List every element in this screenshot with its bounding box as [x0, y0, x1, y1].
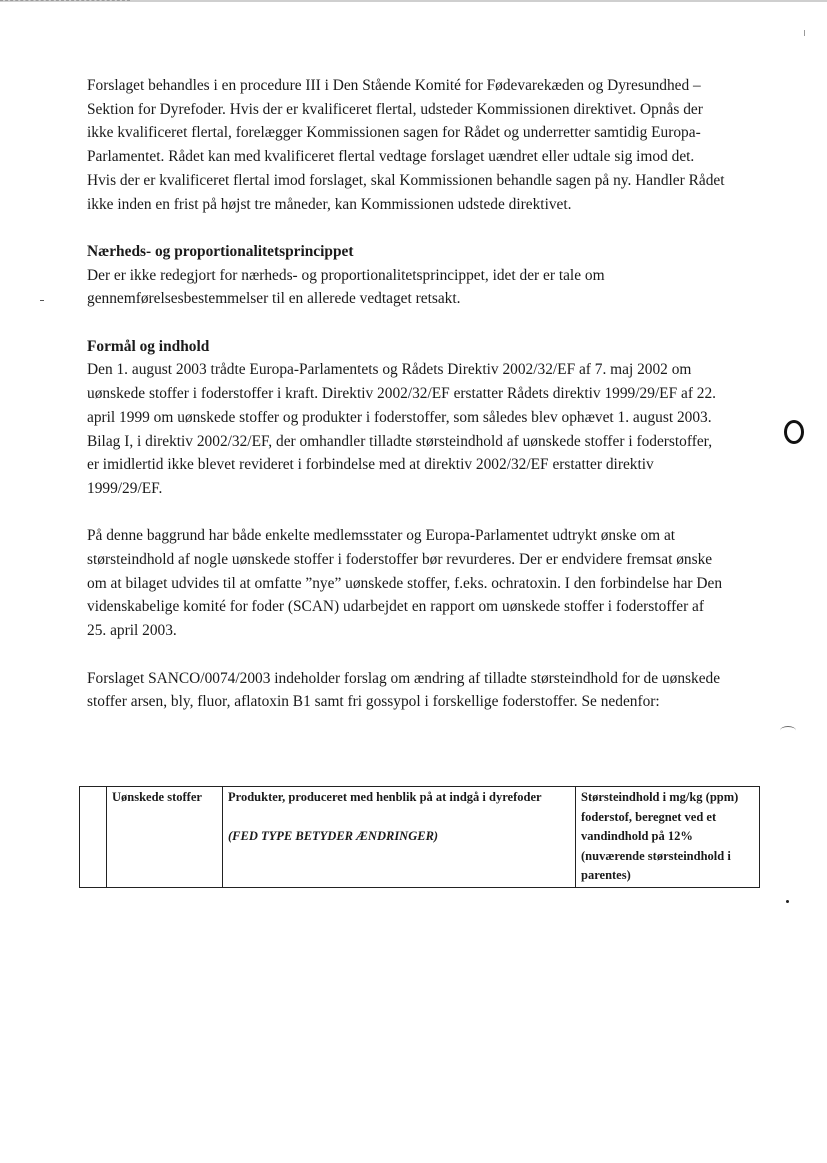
procedure-paragraph: Forslaget behandles i en procedure III i Den Stående Komité for Fødevarekæden og Dyresundhed – Sektion for Dyrefoder. Hvis der er kvalificeret flertal, udsteder Kommissionen direktivet. Opnås der ikke kvalificeret flertal, forelægger Kommissionen sagen for Rådet og underretter samtidig Europa-Parlamentet. Rådet kan med kvalificeret flertal vedtage forslaget uændret eller udtale sig imod det. Hvis der er kvalificeret flertal imod forslaget, skal Kommissionen behandle sagen på ny. Handler Rådet ikke inden en frist på højst tre måneder, kan Kommissionen udstede direktivet.	[87, 77, 725, 213]
header-substances: Uønskede stoffer	[107, 787, 223, 888]
subsidiarity-paragraph: Der er ikke redegjort for nærheds- og proportionalitetsprincippet, idet der er tale om gennemførelsesbestemmelser til en allerede vedtaget retsakt.	[87, 266, 605, 308]
purpose-paragraph-2: På denne baggrund har både enkelte medlemsstater og Europa-Parlamentet udtrykt ønske om at størsteindhold af nogle uønskede stoffer i foderstoffer bør revurderes. Der er endvidere fremsat ønske om at bilaget udvides til at omfatte ”nye” uønskede stoffer, f.eks. ochratoxin. I den forbindelse har Den videnskabelige komité for foder (SCAN) udarbejdet en rapport om uønskede stoffer i foderstoffer af 25. april 2003.	[87, 527, 723, 640]
margin-tick-mark	[804, 30, 805, 36]
table-header-row	[80, 787, 760, 888]
purpose-heading: Formål og indhold	[87, 337, 210, 355]
header-products-label: Produkter, produceret med henblik på at indgå i dyrefoder	[228, 790, 542, 804]
substances-table	[79, 786, 760, 888]
subsidiarity-heading: Nærheds- og proportionalitetsprincippet	[87, 242, 354, 260]
table-index-cell	[80, 787, 107, 888]
header-products	[223, 787, 576, 888]
margin-curl-mark	[780, 726, 796, 735]
page-top-edge	[0, 0, 827, 2]
margin-dash-mark	[40, 300, 44, 301]
document-page	[87, 74, 727, 714]
header-max-content: Størsteindhold i mg/kg (ppm) foderstof, beregnet ved et vandindhold på 12% (nuværende størsteindhold i parentes)	[576, 787, 760, 888]
margin-circle-mark	[784, 420, 804, 444]
purpose-paragraph-3: Forslaget SANCO/0074/2003 indeholder forslag om ændring af tilladte størsteindhold for de uønskede stoffer arsen, bly, fluor, aflatoxin B1 samt fri gossypol i forskellige foderstoffer. Se nedenfor:	[87, 669, 721, 711]
purpose-paragraph-1: Den 1. august 2003 trådte Europa-Parlamentets og Rådets Direktiv 2002/32/EF af 7. maj 2002 om uønskede stoffer i foderstoffer i kraft. Direktiv 2002/32/EF erstatter Rådets direktiv 1999/29/EF af 22. april 1999 om uønskede stoffer og produkter i foderstoffer, som således blev ophævet 1. august 2003. Bilag I, i direktiv 2002/32/EF, der omhandler tilladte størsteindhold af uønskede stoffer i foderstoffer, er imidlertid ikke blevet revideret i forbindelse med at direktiv 2002/32/EF erstatter direktiv 1999/29/EF.	[87, 361, 717, 497]
substances-table-wrapper	[79, 786, 759, 888]
margin-dot-mark	[786, 900, 789, 903]
header-products-note: (FED TYPE BETYDER ÆNDRINGER)	[228, 828, 439, 843]
